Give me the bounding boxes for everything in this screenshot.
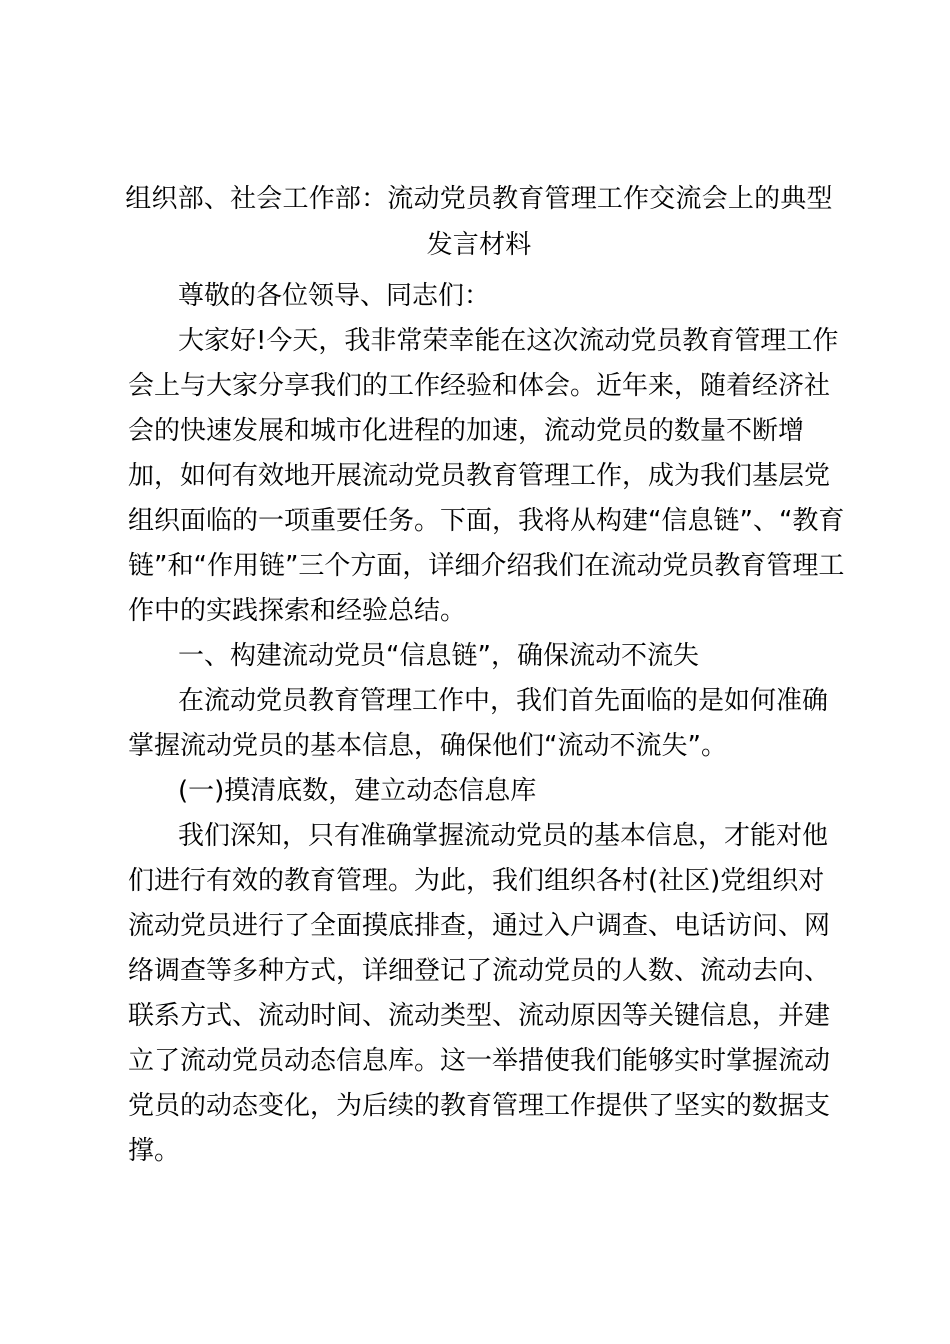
text-line: 会的快速发展和城市化进程的加速，流动党员的数量不断增 (128, 416, 805, 446)
text-line: 们进行有效的教育管理。为此，我们组织各村(社区)党组织对 (128, 866, 825, 896)
text-line: 联系方式、流动时间、流动类型、流动原因等关键信息，并建 (128, 1001, 831, 1031)
document-page (125, 176, 845, 1174)
title-line-2: 发言材料 (426, 230, 532, 260)
text-line: 撑。 (128, 1136, 181, 1166)
text-line: 作中的实践探索和经验总结。 (128, 596, 467, 626)
text-line: 加，如何有效地开展流动党员教育管理工作，成为我们基层党 (128, 461, 831, 491)
text-line: 流动党员进行了全面摸底排查，通过入户调查、电话访问、网 (128, 911, 831, 941)
text-line: 在流动党员教育管理工作中，我们首先面临的是如何准确 (178, 686, 829, 716)
text-line: 会上与大家分享我们的工作经验和体会。近年来，随着经济社 (128, 371, 831, 401)
text-line: 立了流动党员动态信息库。这一举措使我们能够实时掌握流动 (128, 1046, 831, 1076)
salutation-line: 尊敬的各位领导、同志们： (178, 281, 491, 311)
document-title (125, 176, 833, 268)
text-line: 组织面临的一项重要任务。下面，我将从构建“信息链”、“教育 (128, 506, 845, 536)
text-line: 络调查等多种方式，详细登记了流动党员的人数、流动去向、 (128, 956, 831, 986)
section-heading: 一、构建流动党员“信息链”，确保流动不流失 (178, 641, 699, 671)
text-line: 大家好!今天，我非常荣幸能在这次流动党员教育管理工作 (178, 326, 839, 356)
text-line: 党员的动态变化，为后续的教育管理工作提供了坚实的数据支 (128, 1091, 831, 1121)
text-line: 链”和“作用链”三个方面，详细介绍我们在流动党员教育管理工 (128, 551, 845, 581)
document-body (128, 274, 845, 1174)
subsection-heading: (一)摸清底数，建立动态信息库 (178, 776, 537, 806)
text-line: 我们深知，只有准确掌握流动党员的基本信息，才能对他 (178, 821, 829, 851)
title-line-1: 组织部、社会工作部：流动党员教育管理工作交流会上的典型 (125, 184, 833, 214)
text-line: 掌握流动党员的基本信息，确保他们“流动不流失”。 (128, 731, 727, 761)
